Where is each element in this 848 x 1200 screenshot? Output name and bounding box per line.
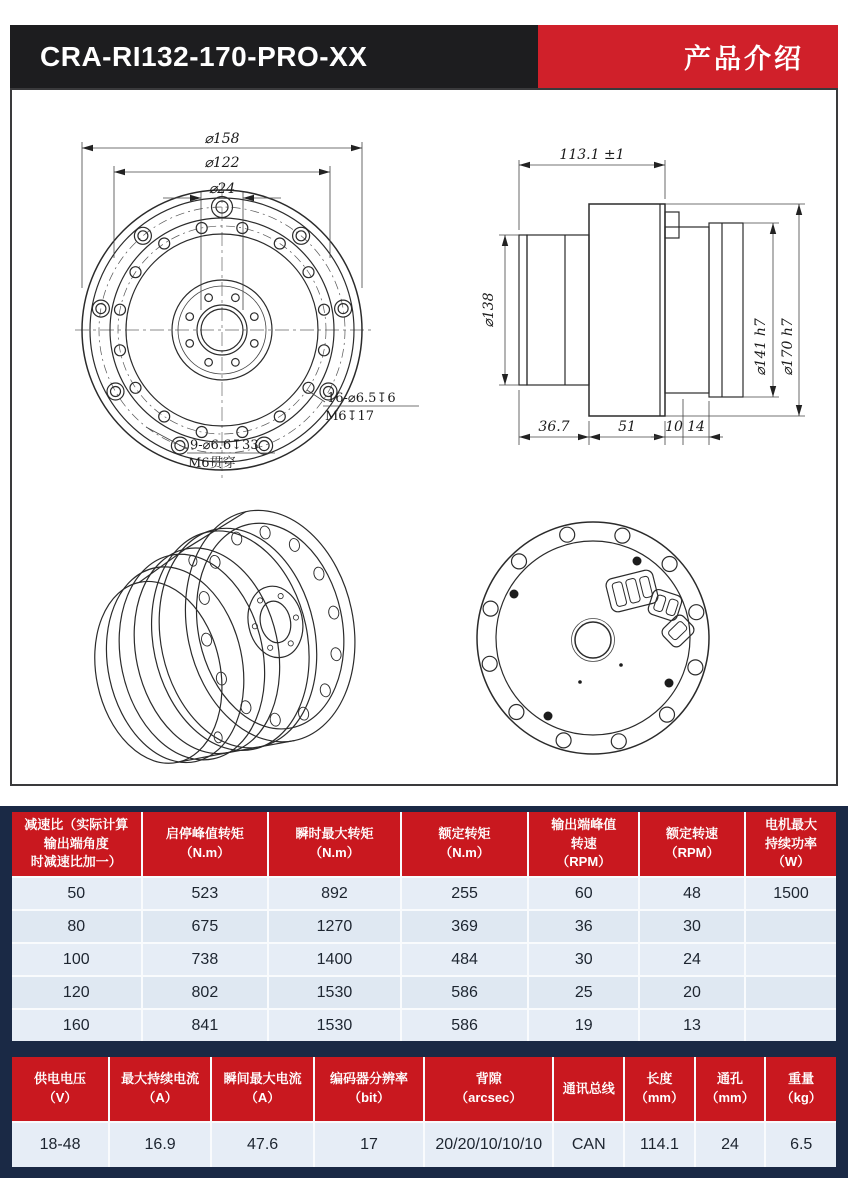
table1-cell-r0-c6: 1500 [746, 878, 836, 909]
table1-cell-r4-c3: 586 [402, 1010, 528, 1041]
side-dim-outer-label: ⌀170 h7 [780, 318, 796, 376]
front-note-mount [307, 390, 419, 424]
table1-cell-r1-c4: 36 [529, 911, 638, 942]
table1-cell-r4-c2: 1530 [269, 1010, 400, 1041]
side-dim-141 [743, 223, 779, 397]
table1-cell-r0-c3: 255 [402, 878, 528, 909]
table1-header-6: 电机最大 持续功率 （W） [746, 812, 836, 876]
table2-cell-r0-c8: 6.5 [766, 1123, 836, 1167]
table1-cell-r4-c5: 13 [640, 1010, 744, 1041]
front-note-mount-line2: M6↧17 [325, 409, 375, 424]
side-dim-body-label: ⌀138 [481, 292, 497, 328]
table1-cell-r3-c4: 25 [529, 977, 638, 1008]
drawing-panel [10, 88, 838, 786]
side-dim-length-label: 113.1 ±1 [559, 147, 625, 163]
table1-cell-r1-c3: 369 [402, 911, 528, 942]
side-dim-flange-label: ⌀141 h7 [753, 318, 769, 376]
table1-cell-r0-c2: 892 [269, 878, 400, 909]
table2-cell-r0-c3: 17 [315, 1123, 423, 1167]
table1-cell-r3-c6 [746, 977, 836, 1008]
isometric-view-drawing [57, 492, 447, 777]
front-note-mount-line1: 16-⌀6.5↧6 [327, 391, 396, 406]
back-view-drawing [462, 498, 752, 780]
product-model-title: CRA-RI132-170-PRO-XX [40, 40, 368, 72]
table2-header-7: 通孔 （mm） [696, 1057, 765, 1121]
front-view-bolt-holes-16 [115, 223, 330, 438]
table1-cell-r4-c4: 19 [529, 1010, 638, 1041]
table1-cell-r2-c5: 24 [640, 944, 744, 975]
table1-cell-r1-c2: 1270 [269, 911, 400, 942]
table1-cell-r1-c5: 30 [640, 911, 744, 942]
table2-cell-r0-c0: 18-48 [12, 1123, 108, 1167]
spec-table-electrical [12, 1057, 836, 1167]
table1-cell-r2-c1: 738 [143, 944, 268, 975]
table1-cell-r0-c5: 48 [640, 878, 744, 909]
spec-table-performance [12, 812, 836, 1041]
table1-cell-r4-c0: 160 [12, 1010, 141, 1041]
side-view-body [519, 204, 743, 416]
table1-cell-r3-c1: 802 [143, 977, 268, 1008]
back-view-connectors [605, 569, 697, 650]
table1-cell-r2-c4: 30 [529, 944, 638, 975]
table1-cell-r2-c0: 100 [12, 944, 141, 975]
table1-cell-r2-c6 [746, 944, 836, 975]
front-dim-center-label: ⌀24 [208, 181, 236, 197]
table2-header-2: 瞬间最大电流 （A） [212, 1057, 313, 1121]
table1-header-2: 瞬时最大转矩 （N.m） [269, 812, 400, 876]
table2-cell-r0-c4: 20/20/10/10/10 [425, 1123, 552, 1167]
table1-cell-r0-c0: 50 [12, 878, 141, 909]
table1-header-5: 额定转速 （RPM） [640, 812, 744, 876]
table1-cell-r3-c5: 20 [640, 977, 744, 1008]
table2-header-6: 长度 （mm） [625, 1057, 694, 1121]
table2-cell-r0-c1: 16.9 [110, 1123, 210, 1167]
table2-cell-r0-c7: 24 [696, 1123, 765, 1167]
table2-cell-r0-c5: CAN [554, 1123, 623, 1167]
header-bar [10, 25, 838, 88]
table1-cell-r0-c4: 60 [529, 878, 638, 909]
back-view-body [477, 522, 709, 754]
table1-header-3: 额定转矩 （N.m） [402, 812, 528, 876]
front-dim-outer-label: ⌀158 [204, 131, 240, 147]
table2-cell-r0-c2: 47.6 [212, 1123, 313, 1167]
table1-cell-r2-c2: 1400 [269, 944, 400, 975]
side-dim-b-label: 51 [618, 419, 636, 435]
front-dim-bolt-label: ⌀122 [204, 155, 240, 171]
back-view-flange-holes [482, 527, 704, 749]
table1-cell-r3-c3: 586 [402, 977, 528, 1008]
table1-header-0: 减速比（实际计算 输出端角度 时减速比加一） [12, 812, 141, 876]
table1-cell-r2-c3: 484 [402, 944, 528, 975]
table1-cell-r3-c0: 120 [12, 977, 141, 1008]
table1-header-1: 启停峰值转矩 （N.m） [143, 812, 268, 876]
side-dim-a-label: 36.7 [538, 419, 570, 435]
table1-cell-r1-c6 [746, 911, 836, 942]
table1-header-4: 输出端峰值 转速 （RPM） [529, 812, 638, 876]
side-dim-138 [481, 235, 519, 385]
table2-header-0: 供电电压 （V） [12, 1057, 108, 1121]
table1-cell-r3-c2: 1530 [269, 977, 400, 1008]
table1-cell-r1-c0: 80 [12, 911, 141, 942]
side-dim-length [519, 147, 665, 230]
section-badge: 产品介绍 [538, 25, 838, 88]
front-view-centerlines [75, 182, 371, 480]
side-dim-d-label: 14 [687, 419, 705, 435]
isometric-body [69, 494, 376, 777]
table2-cell-r0-c6: 114.1 [625, 1123, 694, 1167]
side-dim-170 [665, 204, 805, 416]
table1-cell-r4-c6 [746, 1010, 836, 1041]
side-dim-c-label: 10 [665, 419, 683, 435]
table2-header-3: 编码器分辨率 （bit） [315, 1057, 423, 1121]
front-note-through-line2: M6贯穿 [188, 456, 236, 471]
table2-header-8: 重量 （kg） [766, 1057, 836, 1121]
front-view-drawing [67, 118, 467, 490]
table2-header-1: 最大持续电流 （A） [110, 1057, 210, 1121]
table1-cell-r0-c1: 523 [143, 878, 268, 909]
table2-header-4: 背隙 （arcsec） [425, 1057, 552, 1121]
table1-cell-r4-c1: 841 [143, 1010, 268, 1041]
side-view-drawing [457, 115, 827, 470]
table2-header-5: 通讯总线 [554, 1057, 623, 1121]
table1-cell-r1-c1: 675 [143, 911, 268, 942]
front-note-through-line1: 9-⌀6.6↧33 [190, 438, 259, 453]
side-dims-bottom [519, 390, 723, 445]
